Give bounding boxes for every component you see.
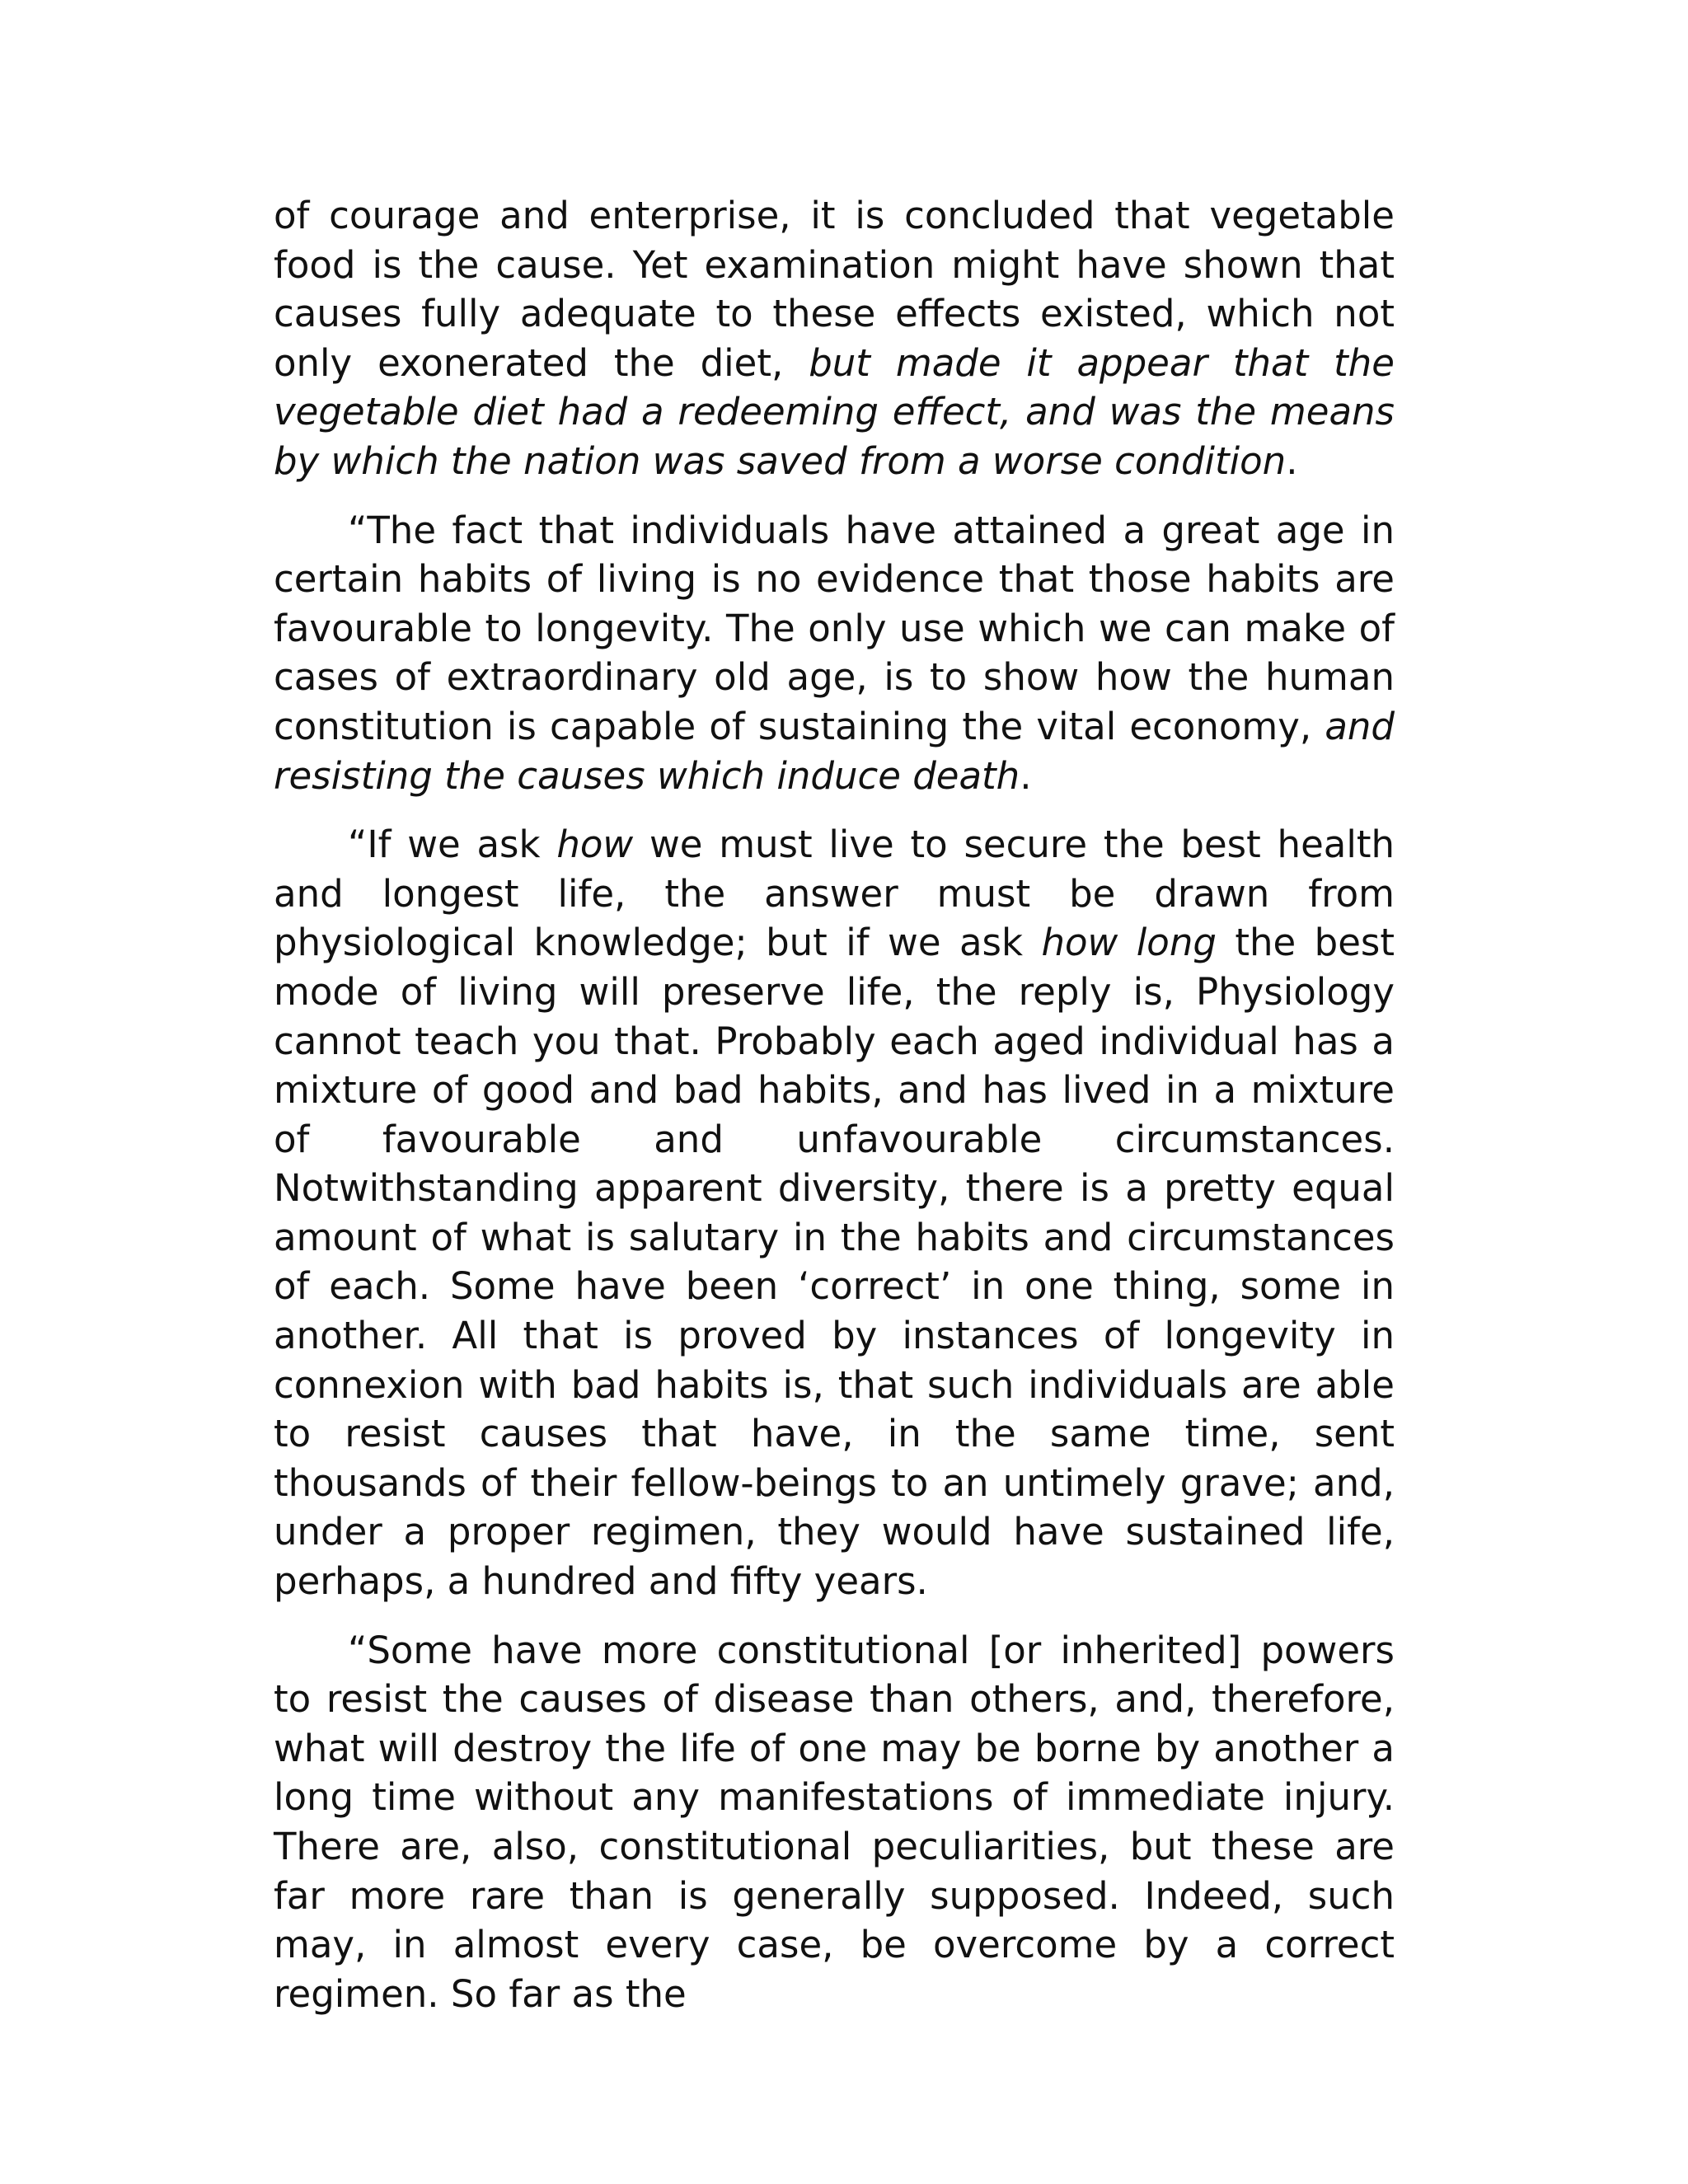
paragraph-3-italic-how-long: how long — [1041, 921, 1217, 965]
paragraph-3-text-b: we must live to secure the best health and longest life, the answer must be drawn from physiological knowledge; but if we ask — [274, 823, 1395, 965]
paragraph-3-text-a: “If we ask — [348, 823, 557, 867]
paragraph-2-italic-text: and resisting the causes which induce death — [274, 704, 1395, 798]
paragraph-2-end-text: . — [1020, 753, 1032, 798]
paragraph-2 — [274, 506, 1395, 801]
page-body — [274, 191, 1395, 2038]
paragraph-1-italic-text: but made it appear that the vegetable diet had a redeeming effect, and was the means by which the nation was saved from a worse condition — [274, 340, 1395, 483]
paragraph-4-text: “Some have more constitutional [or inherited] powers to resist the causes of disease than others, and, therefore, what will destroy the life of one may be borne by another a long time without any manifestations of immediate injury. There are, also, constitutional peculiarities, but these are far more rare than is generally supposed. Indeed, such may, in almost every case, be overcome by a correct regimen. So far as the — [274, 1628, 1395, 2016]
paragraph-4 — [274, 1626, 1395, 2019]
paragraph-3-text-c: the best mode of living will preserve life, the reply is, Physiology cannot teach you that. Probably each aged individual has a mixture of good and bad habits, and has lived in a mixture of favourable and unfavourable circumstances. Notwithstanding apparent diversity, there is a pretty equal amount of what is salutary in the habits and circumstances of each. Some have been ‘correct’ in one thing, some in another. All that is proved by instances of longevity in connexion with bad habits is, that such individuals are able to resist causes that have, in the same time, sent thousands of their fellow-beings to an untimely grave; and, under a proper regimen, they would have sustained life, perhaps, a hundred and fifty years. — [274, 921, 1395, 1604]
paragraph-1-end-text: . — [1286, 438, 1298, 483]
paragraph-1 — [274, 191, 1395, 486]
paragraph-2-text: “The fact that individuals have attained a great age in certain habits of living is no evidence that those habits are favourable to longevity. The only use which we can make of cases of extraordinary old age, is to show how the human constitution is capable of sustaining the vital economy, — [274, 508, 1395, 748]
paragraph-3-italic-how: how — [556, 823, 634, 867]
paragraph-1-text: of courage and enterprise, it is concluded that vegetable food is the cause. Yet examination might have shown that causes fully adequate to these effects existed, which not only exonerated the diet, — [274, 194, 1395, 385]
paragraph-3 — [274, 820, 1395, 1606]
